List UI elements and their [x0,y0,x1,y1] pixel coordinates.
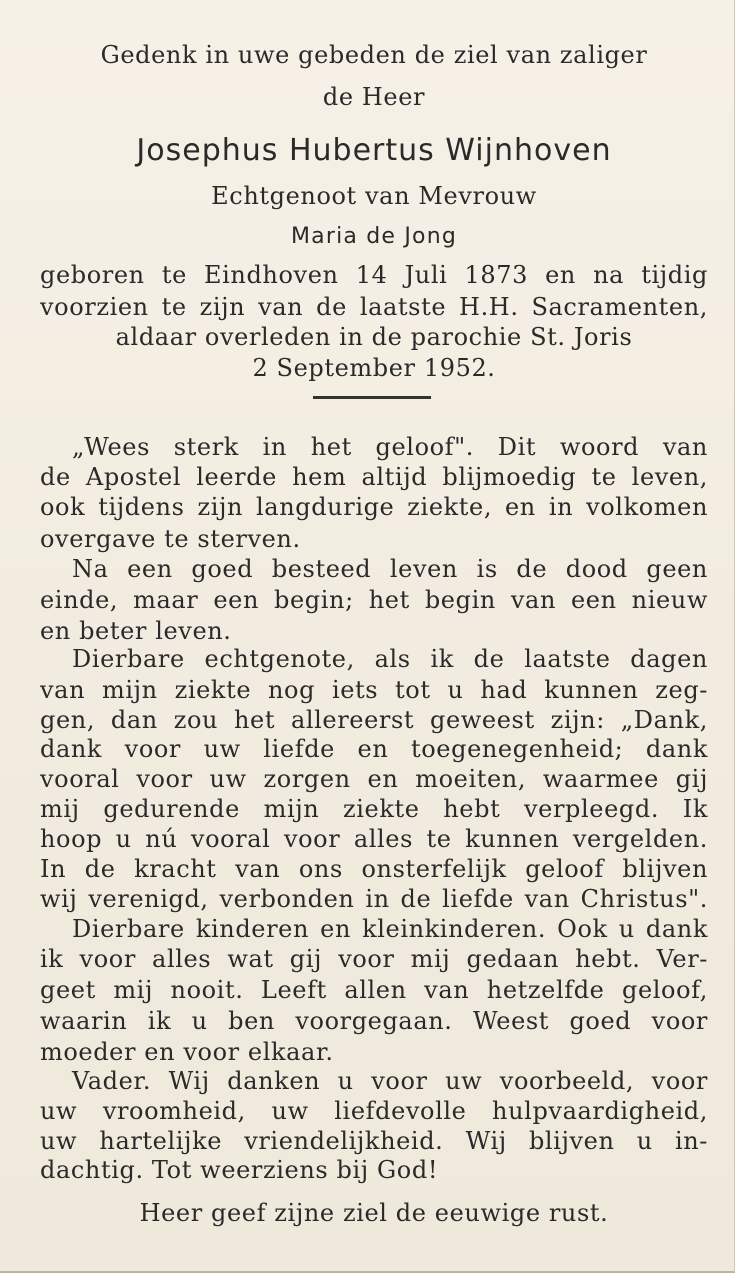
body-line: uw hartelijke vriendelijkheid. Wij blijven u in- [40,1127,708,1155]
body-line: moeder en voor elkaar. [40,1038,334,1066]
body-line: vooral voor uw zorgen en moeiten, waarmee gij [40,765,708,793]
body-line: Na een goed besteed leven is de dood geen [72,555,708,583]
body-line: Dierbare echtgenote, als ik de laatste dagen [72,645,708,673]
body-line: ook tijdens zijn langdurige ziekte, en in volkomen [40,493,708,521]
body-line: waarin ik u ben voorgegaan. Weest goed voor [40,1007,708,1035]
body-line: de Apostel leerde hem altijd blijmoedig te leven, [40,463,708,491]
body-line: mij gedurende mijn ziekte hebt verpleegd. Ik [40,795,708,823]
body-line: Dierbare kinderen en kleinkinderen. Ook u dank [72,915,708,943]
intro-line: Gedenk in uwe gebeden de ziel van zaliger [100,41,648,69]
body-line: dachtig. Tot weerziens bij God! [40,1156,439,1184]
body-line: hoop u nú vooral voor alles te kunnen vergelden. [40,825,708,853]
life-line-2: voorzien te zijn van de laatste H.H. Sacramenten, [40,293,708,321]
body-line: Vader. Wij danken u voor uw voorbeeld, voor [72,1067,708,1095]
title-prefix: de Heer [322,83,426,111]
body-line: gen, dan zou het allereerst geweest zijn: „Dank, [40,706,708,734]
body-line: overgave te sterven. [40,525,301,553]
body-line: en beter leven. [40,617,232,645]
body-line: „Wees sterk in het geloof". Dit woord van [72,433,708,461]
life-line-1: geboren te Eindhoven 14 Juli 1873 en na tijdig [40,261,708,289]
life-line-3: aldaar overleden in de parochie St. Joris [115,323,633,351]
closing-prayer: Heer geef zijne ziel de eeuwige rust. [139,1199,609,1227]
body-line: dank voor uw liefde en toegenegenheid; dank [40,735,708,763]
separator-rule [313,396,431,399]
body-line: geet mij nooit. Leeft allen van hetzelfde geloof, [40,976,708,1004]
body-line: van mijn ziekte nog iets tot u had kunnen zeg- [40,676,708,704]
body-line: In de kracht van ons onsterfelijk geloof blijven [40,855,708,883]
body-line: ik voor alles wat gij voor mij gedaan hebt. Ver- [40,945,708,973]
deceased-name: Josephus Hubertus Wijnhoven [136,133,612,168]
life-line-4: 2 September 1952. [252,354,496,382]
body-line: einde, maar een begin; het begin van een nieuw [40,586,708,614]
spouse-intro: Echtgenoot van Mevrouw [211,182,537,210]
body-line: wij verenigd, verbonden in de liefde van Christus". [40,885,708,913]
body-line: uw vroomheid, uw liefdevolle hulpvaardigheid, [40,1097,708,1125]
spouse-name: Maria de Jong [290,224,458,249]
